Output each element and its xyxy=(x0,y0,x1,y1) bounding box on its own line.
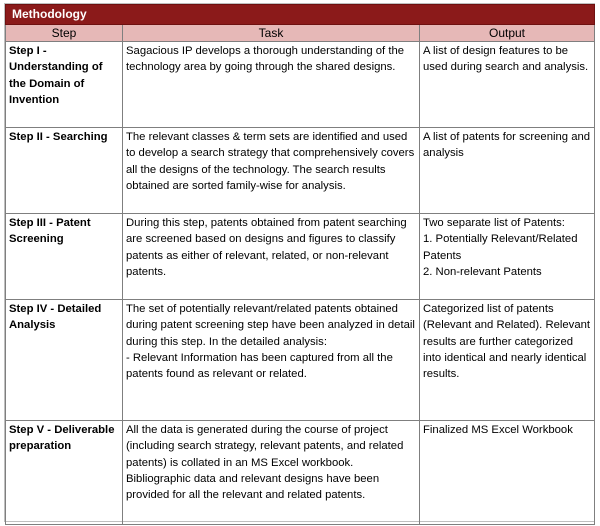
task-cell xyxy=(123,300,420,421)
table-row xyxy=(6,42,595,128)
output-cell xyxy=(420,421,595,525)
task-column-header: Task xyxy=(123,25,420,42)
output-text: A list of design features to be used during search and analysis. xyxy=(423,45,589,74)
task-text: Sagacious IP develops a thorough understanding of the technology area by going through the shared designs. xyxy=(126,45,405,74)
task-cell xyxy=(123,421,420,525)
task-cell xyxy=(123,42,420,128)
table-title: Methodology xyxy=(6,5,595,25)
output-column-header: Output xyxy=(420,25,595,42)
header-row xyxy=(6,25,595,42)
output-cell xyxy=(420,42,595,128)
task-cell xyxy=(123,128,420,214)
task-text: During this step, patents obtained from patent searching are screened based on designs and figures to classify patents as either of relevant, related, or non-relevant patents. xyxy=(126,217,407,278)
output-cell xyxy=(420,214,595,300)
table-row xyxy=(6,421,595,525)
task-cell xyxy=(123,214,420,300)
output-text: Two separate list of Patents: xyxy=(423,217,565,230)
step-cell: Step III - Patent Screening xyxy=(6,214,123,300)
output-cell xyxy=(420,300,595,421)
task-text: All the data is generated during the course of project (including search strategy, relevant patents, and related patents) is collated in an MS Excel workbook. Bibliographic data and relevant designs have been provided for all the relevant and related patents. xyxy=(126,424,404,502)
task-text: - Relevant Information has been captured from all the patents found as relevant or related. xyxy=(126,351,393,381)
output-text: Categorized list of patents (Relevant and Related). Relevant results are further categorized into identical and nearly identical results. xyxy=(423,303,591,381)
step-cell: Step II - Searching xyxy=(6,128,123,214)
step-cell: Step IV - Detailed Analysis xyxy=(6,300,123,421)
output-text: Finalized MS Excel Workbook xyxy=(423,424,573,437)
output-cell xyxy=(420,128,595,214)
output-text: 2. Non-relevant Patents xyxy=(423,265,542,278)
output-text: 1. Potentially Relevant/Related Patents xyxy=(423,233,578,262)
task-text: The relevant classes & term sets are identified and used to develop a search strategy that comprehensively covers all the designs of the technology. The search results obtained are sorted family-wise for analysis. xyxy=(126,131,415,192)
methodology-table xyxy=(5,4,595,525)
table-row xyxy=(6,214,595,300)
methodology-table-container xyxy=(5,4,594,521)
step-cell: Step I - Understanding of the Domain of Invention xyxy=(6,42,123,128)
step-column-header: Step xyxy=(6,25,123,42)
table-row xyxy=(6,128,595,214)
table-row xyxy=(6,300,595,421)
step-cell: Step V - Deliverable preparation xyxy=(6,421,123,525)
task-text: The set of potentially relevant/related patents obtained during patent screening step have been analyzed in detail during this step. In the detailed analysis: xyxy=(126,303,415,348)
title-row xyxy=(6,5,595,25)
output-text: A list of patents for screening and analysis xyxy=(423,131,591,160)
